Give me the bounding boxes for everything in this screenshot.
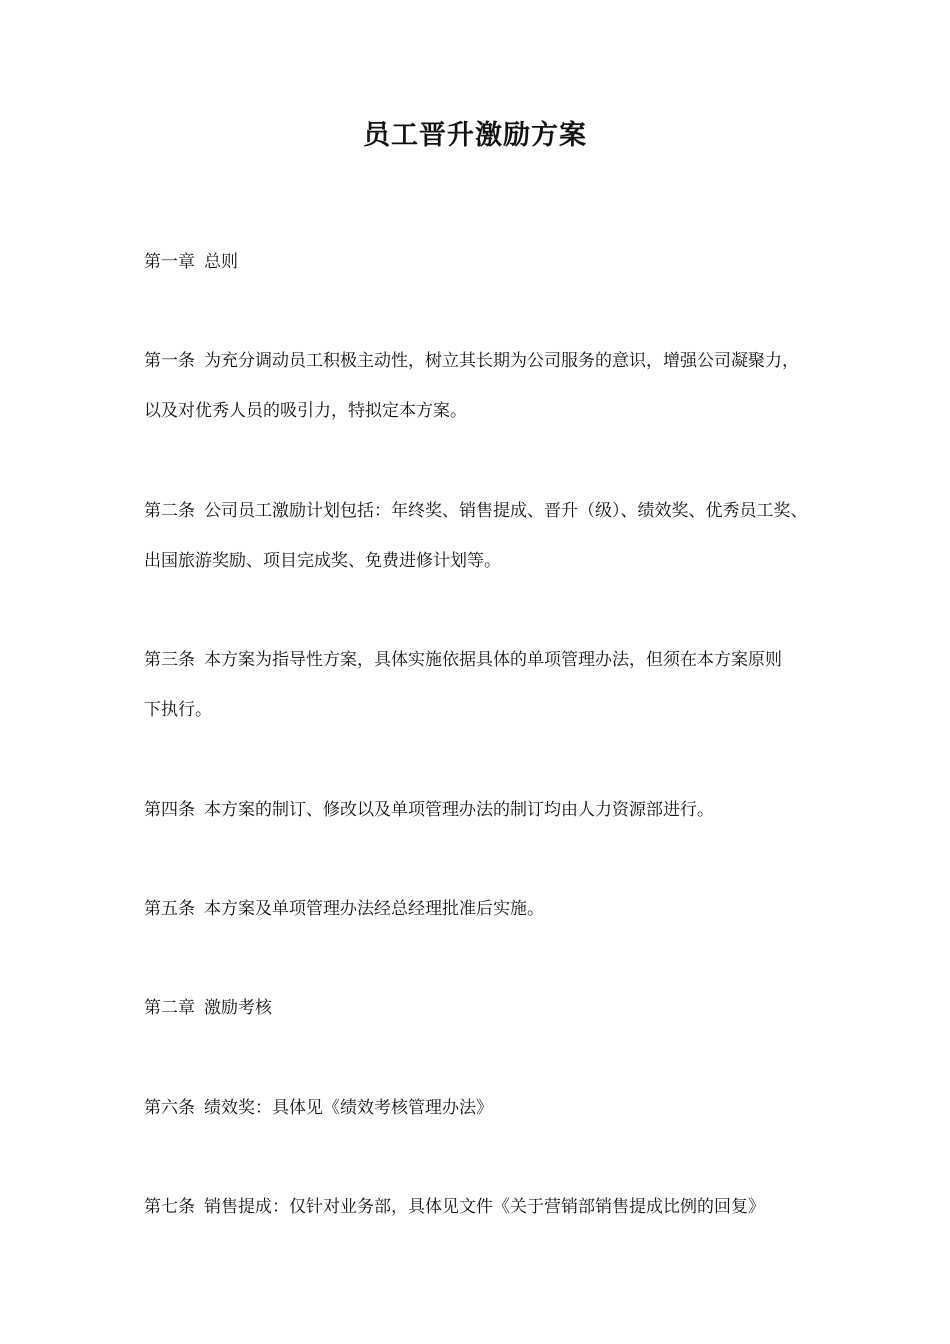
article-continuation: 出国旅游奖励、项目完成奖、免费进修计划等。 xyxy=(144,551,501,571)
article-paragraph xyxy=(144,347,824,375)
chapter-title: 总则 xyxy=(204,252,238,272)
article-paragraph xyxy=(144,796,824,824)
article-label: 第三条 xyxy=(144,650,195,670)
article-paragraph xyxy=(144,646,824,674)
article-text: 绩效奖：具体见《绩效考核管理办法》 xyxy=(204,1098,493,1118)
chapter-heading xyxy=(144,248,824,276)
article-text: 为充分调动员工积极主动性，树立其长期为公司服务的意识，增强公司凝聚力， xyxy=(204,351,799,371)
article-label: 第四条 xyxy=(144,800,195,820)
article-label: 第二条 xyxy=(144,501,195,521)
article-text: 公司员工激励计划包括：年终奖、销售提成、晋升（级）、绩效奖、优秀员工奖、 xyxy=(204,501,808,521)
article-text: 本方案及单项管理办法经总经理批准后实施。 xyxy=(204,899,544,919)
article-label: 第七条 xyxy=(144,1197,195,1217)
article-label: 第一条 xyxy=(144,351,195,371)
document-title: 员工晋升激励方案 xyxy=(363,120,587,151)
chapter-heading xyxy=(144,994,824,1022)
article-paragraph xyxy=(144,1193,824,1221)
article-label: 第六条 xyxy=(144,1098,195,1118)
article-paragraph xyxy=(144,895,824,923)
article-paragraph xyxy=(144,1094,824,1122)
article-continuation: 下执行。 xyxy=(144,700,212,720)
chapter-label: 第一章 xyxy=(144,252,195,272)
article-text: 本方案为指导性方案，具体实施依据具体的单项管理办法，但须在本方案原则 xyxy=(204,650,782,670)
article-label: 第五条 xyxy=(144,899,195,919)
article-paragraph xyxy=(144,497,824,525)
article-text: 本方案的制订、修改以及单项管理办法的制订均由人力资源部进行。 xyxy=(204,800,714,820)
chapter-label: 第二章 xyxy=(144,998,195,1018)
article-continuation: 以及对优秀人员的吸引力，特拟定本方案。 xyxy=(144,401,467,421)
chapter-title: 激励考核 xyxy=(204,998,272,1018)
article-text: 销售提成：仅针对业务部，具体见文件《关于营销部销售提成比例的回复》 xyxy=(204,1197,765,1217)
